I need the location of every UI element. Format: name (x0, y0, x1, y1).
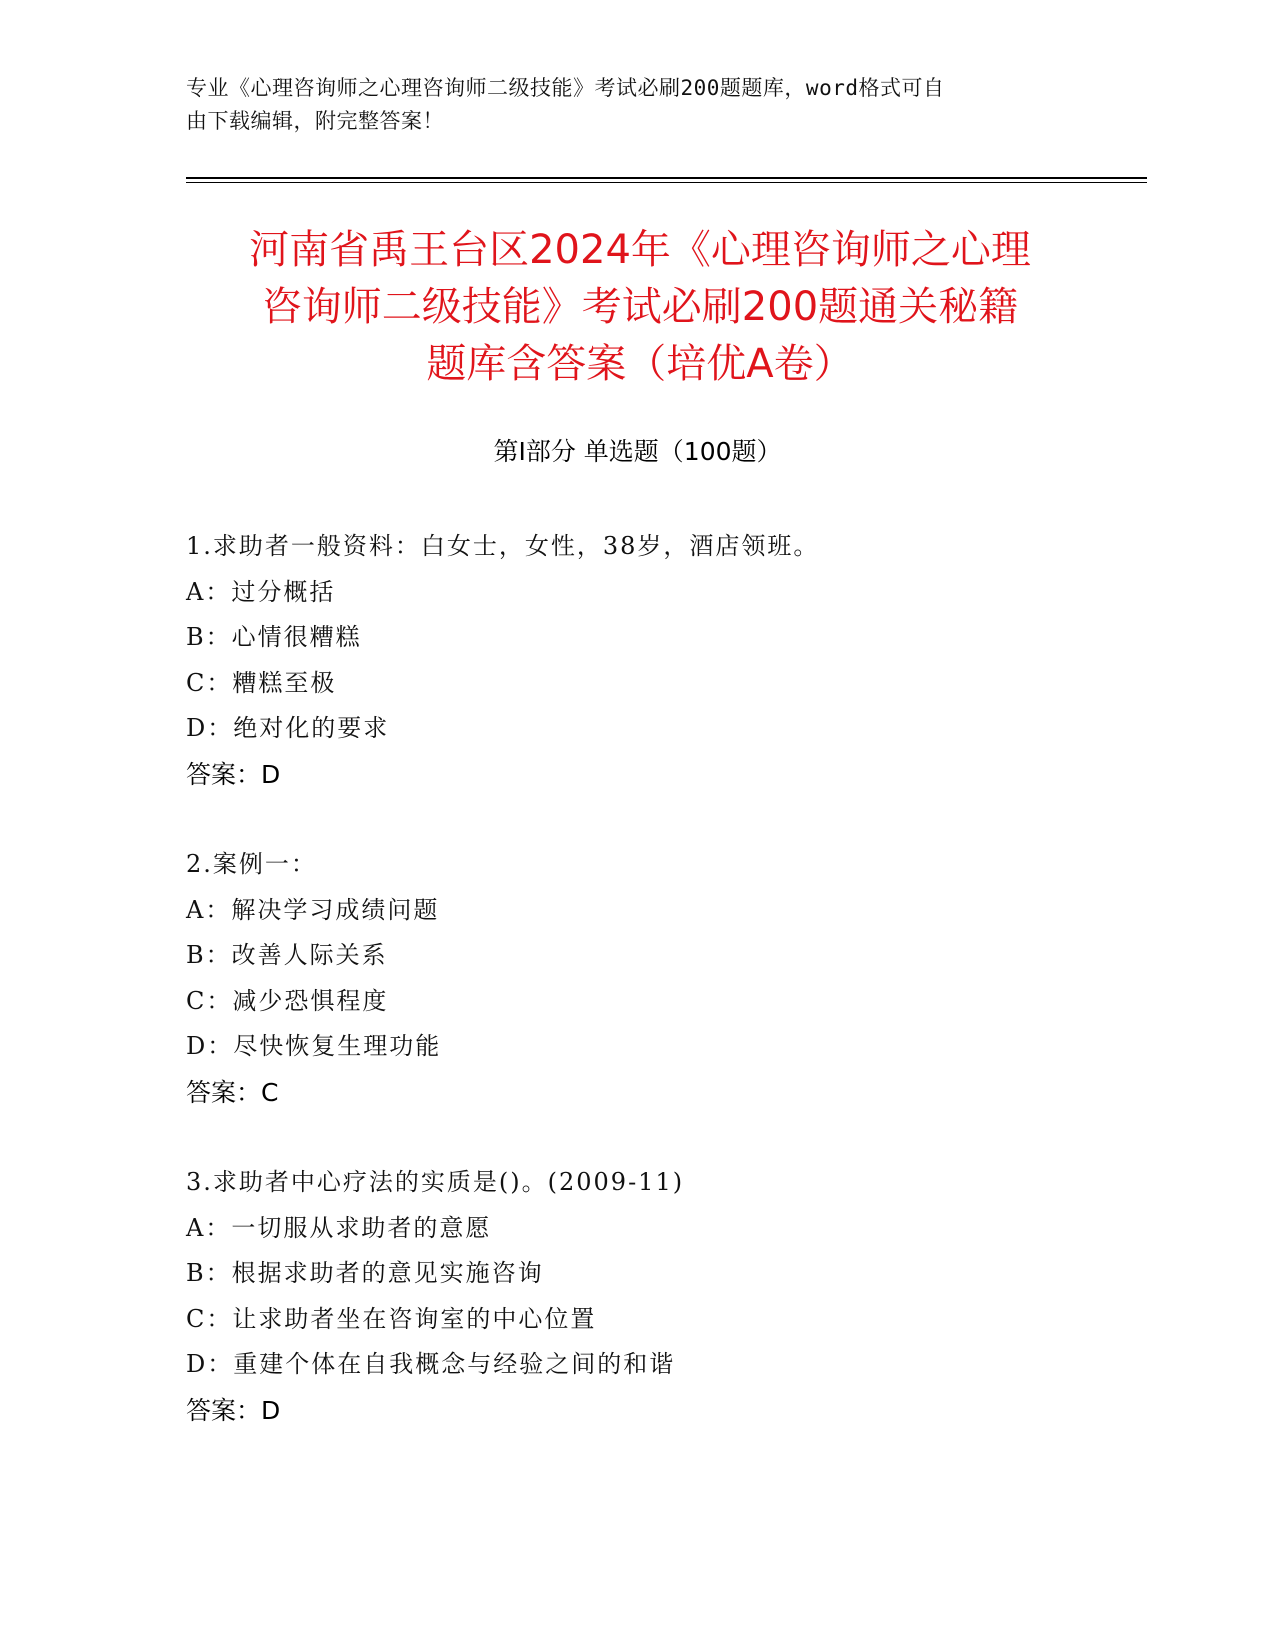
question-block-2 (186, 842, 1086, 1115)
option-b: B：根据求助者的意见实施咨询 (186, 1259, 544, 1287)
question-block-3 (186, 1160, 1086, 1433)
question-stem: 2.案例一： (186, 850, 317, 878)
option-c: C：糟糕至极 (186, 668, 337, 697)
option-c: C：减少恐惧程度 (186, 986, 389, 1015)
option-a: A：一切服从求助者的意愿 (186, 1213, 492, 1242)
answer-line: 答案：D (186, 1395, 281, 1425)
header-note-line-1: 专业《心理咨询师之心理咨询师二级技能》考试必刷200题题库，word格式可自 (186, 76, 945, 100)
header-note (186, 72, 1086, 138)
document-title (160, 222, 1120, 393)
header-note-line-2: 由下载编辑，附完整答案！ (186, 109, 444, 133)
answer-line: 答案：C (186, 1077, 279, 1107)
option-d: D：绝对化的要求 (186, 714, 390, 742)
header-divider-thick (186, 177, 1147, 179)
option-b: B：改善人际关系 (186, 941, 388, 969)
answer-line: 答案：D (186, 759, 281, 789)
option-d: D：重建个体在自我概念与经验之间的和谐 (186, 1350, 676, 1378)
question-stem: 3.求助者中心疗法的实质是()。(2009-11) (186, 1168, 685, 1196)
option-a: A：解决学习成绩问题 (186, 895, 440, 924)
question-block-1 (186, 524, 1086, 797)
question-stem: 1.求助者一般资料：白女士，女性，38岁，酒店领班。 (186, 532, 820, 560)
document-title-line-1: 河南省禹王台区2024年《心理咨询师之心理 (249, 227, 1031, 273)
option-a: A：过分概括 (186, 577, 336, 606)
document-title-line-2: 咨询师二级技能》考试必刷200题通关秘籍 (261, 284, 1019, 330)
document-title-line-3: 题库含答案（培优A卷） (426, 341, 854, 387)
section-heading: 第Ⅰ部分 单选题（100题） (493, 437, 782, 466)
option-b: B：心情很糟糕 (186, 623, 362, 651)
header-divider-thin (186, 182, 1147, 183)
option-d: D：尽快恢复生理功能 (186, 1032, 442, 1060)
option-c: C：让求助者坐在咨询室的中心位置 (186, 1304, 597, 1333)
